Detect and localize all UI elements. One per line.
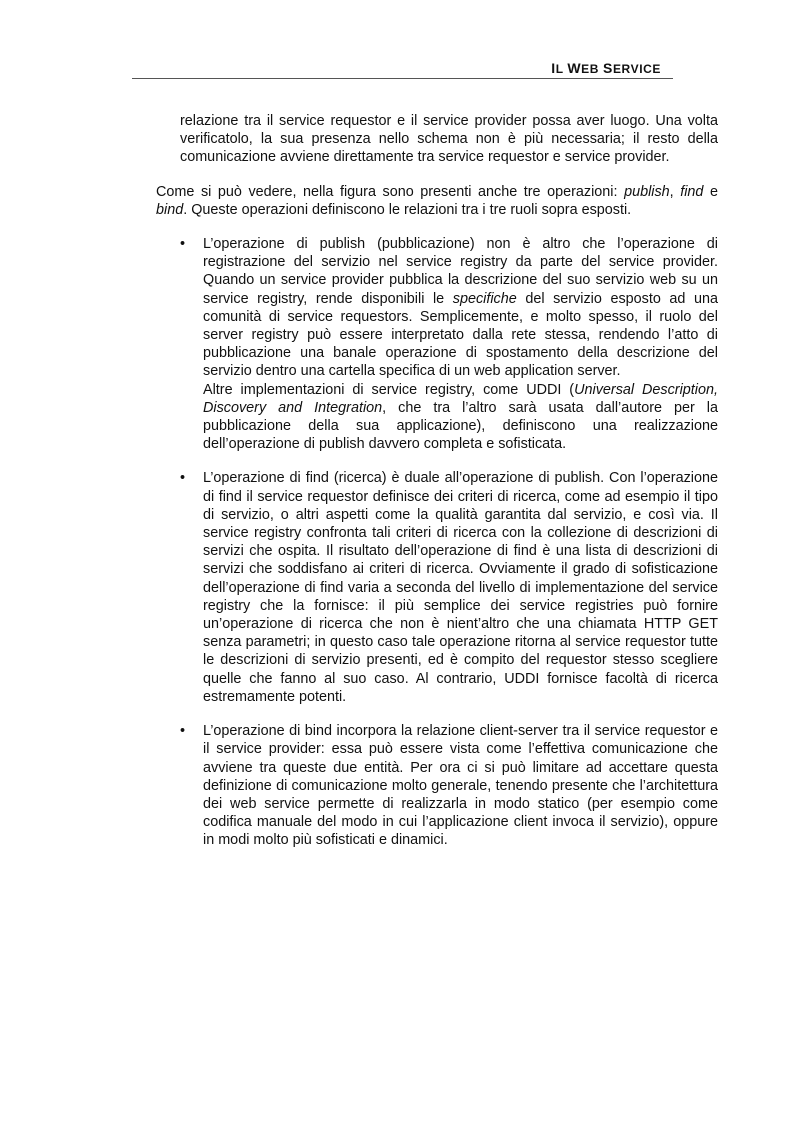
operations-list	[156, 235, 718, 850]
operations-paragraph: Come si può vedere, nella figura sono presenti anche tre operazioni: publish, find e bind. Queste operazioni definiscono le relazioni tra i tre ruoli sopra esposti.	[156, 183, 718, 218]
find-paragraph: L’operazione di find (ricerca) è duale all’operazione di publish. Con l’operazione di find il service requestor definisce dei criteri di ricerca, come ad esempio il tipo di servizio, o altri aspetti come la qualità garantita dal servizio, e così via. Il service registry confronta tali criteri di ricerca con la collezione di descrizioni di servizi che ospita. Il risultato dell’operazione di find è una lista di descrizioni di servizi che soddisfano ai criteri di ricerca. Ovviamente il grado di sofisticazione dell’operazione di find varia a seconda del livello di implementazione del service registry che la fornisce: il più semplice dei service registries può fornire un’operazione di ricerca che non è nient’altro che una chiamata HTTP GET senza parametri; in questo caso tale operazione ritorna al service requestor tutte le descrizioni di servizio presenti, ed è compito del requestor stesso scegliere quelle che fanno al suo caso. Al contrario, UDDI fornisce facoltà di ricerca estremamente potenti.	[203, 470, 718, 705]
header-initial-i: I	[551, 60, 556, 76]
bullet-icon: •	[180, 470, 186, 487]
bind-term: bind	[156, 201, 184, 218]
bullet-icon: •	[180, 723, 186, 740]
intro-continuation-paragraph: relazione tra il service requestor e il service provider possa aver luogo. Una volta verificatolo, la sua presenza nello schema non è più necessaria; il resto della comunicazione avviene direttamente tra service requestor e service provider.	[180, 113, 718, 166]
list-item-publish	[156, 235, 718, 453]
header-initial-w: W	[567, 60, 582, 76]
find-term: find	[680, 183, 704, 200]
running-header	[132, 58, 673, 79]
header-title	[551, 60, 661, 76]
header-initial-s: S	[602, 60, 613, 76]
header-rest-ervice: ERVICE	[612, 62, 661, 76]
header-rest-l: L	[555, 62, 568, 76]
page-body	[156, 112, 718, 866]
header-rest-eb: EB	[581, 62, 603, 76]
list-item-find	[156, 469, 718, 706]
publish-paragraph: L’operazione di publish (pubblicazione) non è altro che l’operazione di registrazione del servizio nel service registry da parte del service provider. Quando un service provider pubblica la descrizione del suo servizio web su un service registry, rende disponibili le specifiche del servizio esposto ad una comunità di service requestors. Semplicemente, e molto spesso, il ruolo del server registry può essere interpretato dalla rete stessa, rendendo l’atto di pubblicazione una banale operazione di spostamento della descrizione del servizio dentro una cartella specifica di un web application server.	[203, 236, 718, 380]
publish-term: publish	[624, 183, 670, 200]
bullet-icon: •	[180, 236, 186, 253]
publish-paragraph-uddi: Altre implementazioni di service registry, come UDDI (Universal Description, Discovery and Integration, che tra l’altro sarà usata dall’autore per la pubblicazione della sua applicazione), definiscono una realizzazione dell’operazione di publish davvero completa e sofisticata.	[203, 381, 718, 453]
bind-paragraph: L’operazione di bind incorpora la relazione client-server tra il service requestor e il service provider: essa può essere vista come l’effettiva comunicazione che avviene tra queste due entità. Per ora ci si può limitare ad accettare questa definizione di comunicazione molto generale, tenendo presente che l’architettura dei web service permette di realizzarla in modo statico (per esempio come codifica manuale del modo in cui l’applicazione client invoca il servizio), oppure in modi molto più sofisticati e dinamici.	[203, 723, 718, 849]
list-item-bind	[156, 722, 718, 849]
